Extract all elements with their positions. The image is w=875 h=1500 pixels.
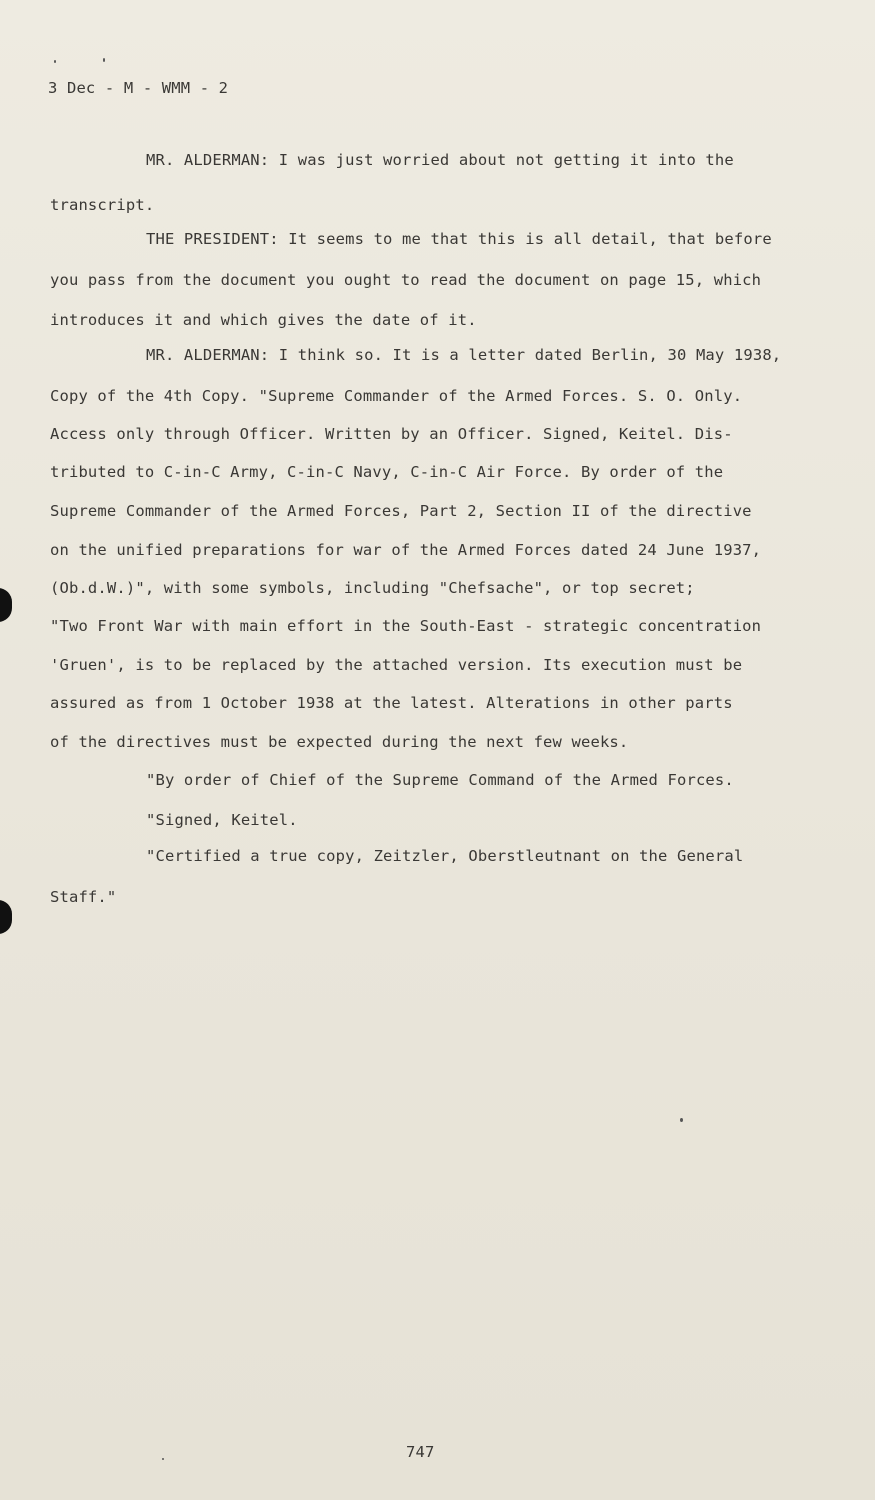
document-header: 3 Dec - M - WMM - 2 xyxy=(48,79,229,97)
text-line: tributed to C-in-C Army, C-in-C Navy, C-in-C Air Force. By order of the xyxy=(50,463,724,481)
text-line: assured as from 1 October 1938 at the latest. Alterations in other parts xyxy=(50,694,733,712)
text-line: "Signed, Keitel. xyxy=(146,811,298,829)
text-line: Access only through Officer. Written by an Officer. Signed, Keitel. Dis- xyxy=(50,425,733,443)
text-line: introduces it and which gives the date of it. xyxy=(50,311,477,329)
text-line: "By order of Chief of the Supreme Command of the Armed Forces. xyxy=(146,771,734,789)
page-number: 747 xyxy=(406,1443,435,1461)
paper-speck xyxy=(54,60,56,63)
text-line: Staff." xyxy=(50,888,117,906)
paper-speck xyxy=(103,58,105,62)
text-line: 'Gruen', is to be replaced by the attached version. Its execution must be xyxy=(50,656,743,674)
text-line: you pass from the document you ought to read the document on page 15, which xyxy=(50,271,762,289)
text-line: "Two Front War with main effort in the South-East - strategic concentration xyxy=(50,617,762,635)
punch-hole xyxy=(0,900,12,934)
text-line: on the unified preparations for war of the Armed Forces dated 24 June 1937, xyxy=(50,541,762,559)
paper-speck xyxy=(680,1118,683,1122)
text-line: THE PRESIDENT: It seems to me that this is all detail, that before xyxy=(146,230,772,248)
text-line: Copy of the 4th Copy. "Supreme Commander of the Armed Forces. S. O. Only. xyxy=(50,387,743,405)
text-line: (Ob.d.W.)", with some symbols, including "Chefsache", or top secret; xyxy=(50,579,695,597)
text-line: Supreme Commander of the Armed Forces, Part 2, Section II of the directive xyxy=(50,502,752,520)
text-line: transcript. xyxy=(50,196,155,214)
text-line: MR. ALDERMAN: I was just worried about not getting it into the xyxy=(146,151,734,169)
punch-hole xyxy=(0,588,12,622)
paper-speck xyxy=(162,1458,164,1460)
text-line: MR. ALDERMAN: I think so. It is a letter dated Berlin, 30 May 1938, xyxy=(146,346,782,364)
text-line: of the directives must be expected during the next few weeks. xyxy=(50,733,629,751)
text-line: "Certified a true copy, Zeitzler, Oberstleutnant on the General xyxy=(146,847,744,865)
